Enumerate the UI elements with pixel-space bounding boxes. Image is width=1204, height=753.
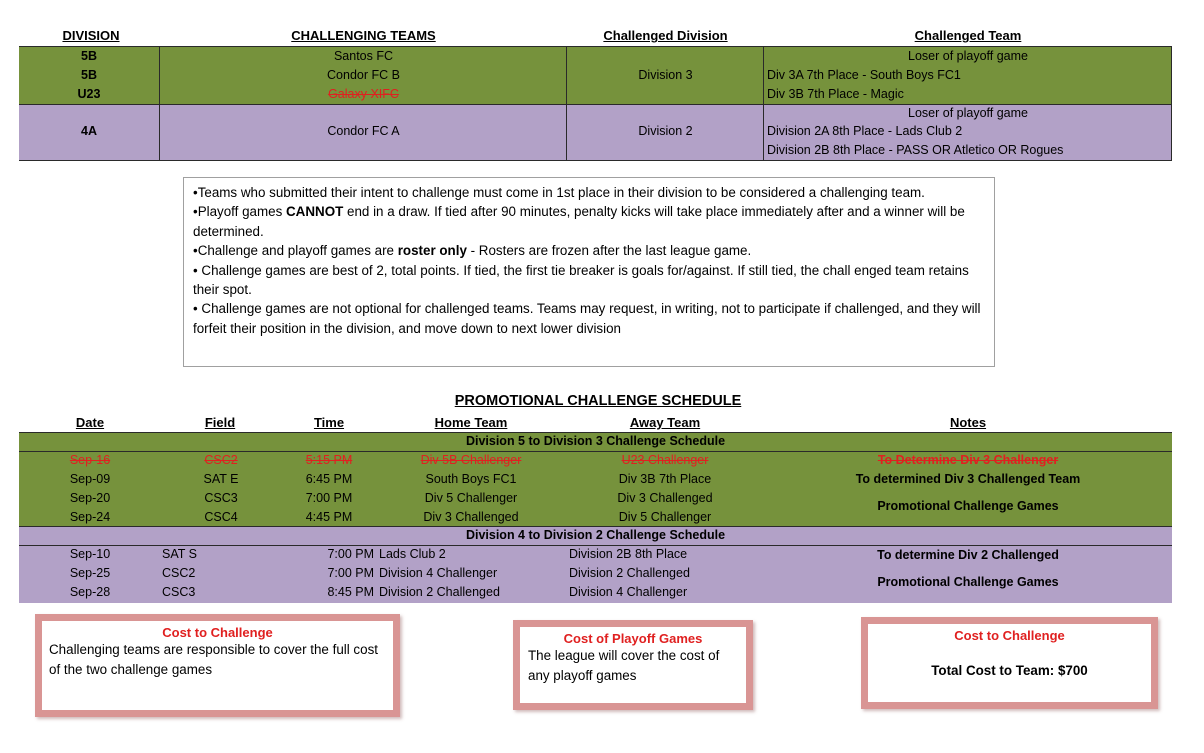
schedule-merged-note: Promotional Challenge Games xyxy=(877,499,1059,513)
challenging-team-cell-withdrawn xyxy=(160,85,567,104)
challenged-team-cell: Div 3B 7th Place - Magic xyxy=(767,87,904,101)
challenged-division-cell: Division 2 xyxy=(638,124,693,138)
cost-box-title: Cost of Playoff Games xyxy=(563,631,703,646)
schedule-date: Sep-25 xyxy=(69,566,111,580)
schedule-time: 6:45 PM xyxy=(305,472,353,486)
rule-note xyxy=(193,241,985,260)
schedule-date: Sep-24 xyxy=(69,510,111,524)
schedule-header-notes: Notes xyxy=(949,415,987,430)
rules-notes-box xyxy=(183,177,995,367)
cost-box-title: Cost to Challenge xyxy=(954,628,1065,643)
challenging-team-cell: Santos FC xyxy=(333,49,394,63)
schedule-away: Div 5 Challenger xyxy=(618,510,712,524)
header-challenging-teams: CHALLENGING TEAMS xyxy=(291,28,436,43)
schedule-time: 8:45 PM xyxy=(327,585,374,599)
schedule-header-field: Field xyxy=(204,415,236,430)
withdrawn-team-name: Galaxy XIFC xyxy=(328,87,399,101)
schedule-home: Division 2 Challenged xyxy=(379,585,500,599)
schedule-home-cancelled: Div 5B Challenger xyxy=(420,453,522,467)
schedule-field: SAT E xyxy=(203,472,239,486)
rule-note: • Challenge games are best of 2, total points. If tied, the first tie breaker is goals for/against. If still tied, the chall enged team retains their spot. xyxy=(193,262,969,298)
rule-note-emphasis: roster only xyxy=(397,243,467,259)
section1-title: Division 5 to Division 3 Challenge Schedule xyxy=(465,434,726,448)
challenged-team-cell: Division 2B 8th Place - PASS OR Atletico OR Rogues xyxy=(767,143,1064,157)
schedule-time: 7:00 PM xyxy=(327,566,374,580)
schedule-away: Div 3 Challenged xyxy=(617,491,713,505)
schedule-home: Division 4 Challenger xyxy=(379,566,498,580)
division-cell: 5B xyxy=(81,68,97,82)
cost-box-text: The league will cover the cost of any playoff games xyxy=(528,648,720,683)
schedule-home: Lads Club 2 xyxy=(379,547,446,561)
rule-note xyxy=(193,202,985,241)
schedule-date: Sep-20 xyxy=(69,491,111,505)
division-cell: U23 xyxy=(77,87,101,101)
schedule-date: Sep-10 xyxy=(69,547,111,561)
schedule-field: SAT S xyxy=(162,547,197,561)
schedule-time: 7:00 PM xyxy=(327,547,374,561)
schedule-away: Div 3B 7th Place xyxy=(618,472,712,486)
schedule-date: Sep-28 xyxy=(69,585,111,599)
challenged-division-cell: Division 3 xyxy=(638,68,693,82)
schedule-away: Division 2 Challenged xyxy=(569,566,690,580)
rule-note: • Challenge games are not optional for challenged teams. Teams may request, in writing, not to participate if challenged, and they will forfeit their position in the division, and move down to next lower division xyxy=(193,301,981,336)
total-cost-text: Total Cost to Team: $700 xyxy=(931,663,1088,678)
schedule-title xyxy=(0,393,1196,409)
schedule-away: Division 2B 8th Place xyxy=(569,547,688,561)
schedule-away: Division 4 Challenger xyxy=(569,585,688,599)
rule-note: •Teams who submitted their intent to challenge must come in 1st place in their division to be considered a challenging team. xyxy=(193,185,925,200)
challenged-team-cell: Div 3A 7th Place - South Boys FC1 xyxy=(767,68,961,82)
schedule-merged-note: Promotional Challenge Games xyxy=(877,575,1059,589)
division-cell: 4A xyxy=(81,124,97,138)
table-bottom-border xyxy=(19,160,1172,161)
schedule-date-cancelled: Sep-16 xyxy=(69,453,111,467)
schedule-note: To determined Div 3 Challenged Team xyxy=(855,472,1081,486)
schedule-header-date: Date xyxy=(75,415,105,430)
schedule-field: CSC3 xyxy=(162,585,196,599)
schedule-time: 7:00 PM xyxy=(305,491,353,505)
challenging-team-cell: Condor FC B xyxy=(327,68,400,82)
schedule-away-cancelled: U23 Challenger xyxy=(621,453,709,467)
rule-note-emphasis: CANNOT xyxy=(286,204,344,220)
schedule-date: Sep-09 xyxy=(69,472,111,486)
rule-note-text: •Challenge and playoff games are xyxy=(193,243,398,259)
schedule-note-cancelled: To Determine Div 3 Challenger xyxy=(877,453,1059,467)
rule-note-text: •Playoff games xyxy=(193,204,287,220)
division-cell: 5B xyxy=(81,49,97,63)
challenged-team-cell: Loser of playoff game xyxy=(908,49,1028,63)
challenged-team-cell: Loser of playoff game xyxy=(908,106,1028,120)
cost-to-challenge-box xyxy=(35,614,400,717)
challenged-team-cell: Division 2A 8th Place - Lads Club 2 xyxy=(767,124,963,138)
schedule-field: CSC4 xyxy=(204,510,238,524)
total-cost-box xyxy=(861,617,1158,709)
schedule-time: 4:45 PM xyxy=(305,510,353,524)
header-division: DIVISION xyxy=(62,28,120,43)
schedule-header-time: Time xyxy=(313,415,345,430)
schedule-home: South Boys FC1 xyxy=(425,472,517,486)
schedule-note: To determine Div 2 Challenged xyxy=(877,548,1059,562)
schedule-time-cancelled: 5:15 PM xyxy=(305,453,353,467)
schedule-field: CSC2 xyxy=(162,566,196,580)
rule-note-text: - Rosters are frozen after the last league game. xyxy=(466,243,752,259)
header-challenged-division: Challenged Division xyxy=(603,28,728,43)
schedule-home: Div 3 Challenged xyxy=(423,510,519,524)
cost-box-text: Challenging teams are responsible to cover the full cost of the two challenge games xyxy=(49,642,378,677)
section2-title: Division 4 to Division 2 Challenge Schedule xyxy=(465,528,726,542)
schedule-field-cancelled: CSC2 xyxy=(204,453,238,467)
cost-of-playoff-games-box xyxy=(513,620,753,710)
challenging-team-cell: Condor FC A xyxy=(327,124,400,138)
schedule-title-text: PROMOTIONAL CHALLENGE SCHEDULE xyxy=(454,393,742,409)
header-challenged-team: Challenged Team xyxy=(914,28,1022,43)
schedule-home: Div 5 Challenger xyxy=(424,491,518,505)
schedule-header-away: Away Team xyxy=(629,415,701,430)
cost-box-title: Cost to Challenge xyxy=(162,625,273,640)
rule-note-text: end in a draw. If tied after 90 minutes, penalty kicks will take place immediately after and a winner will be determined. xyxy=(193,204,965,239)
schedule-header-home: Home Team xyxy=(434,415,508,430)
schedule-field: CSC3 xyxy=(204,491,238,505)
